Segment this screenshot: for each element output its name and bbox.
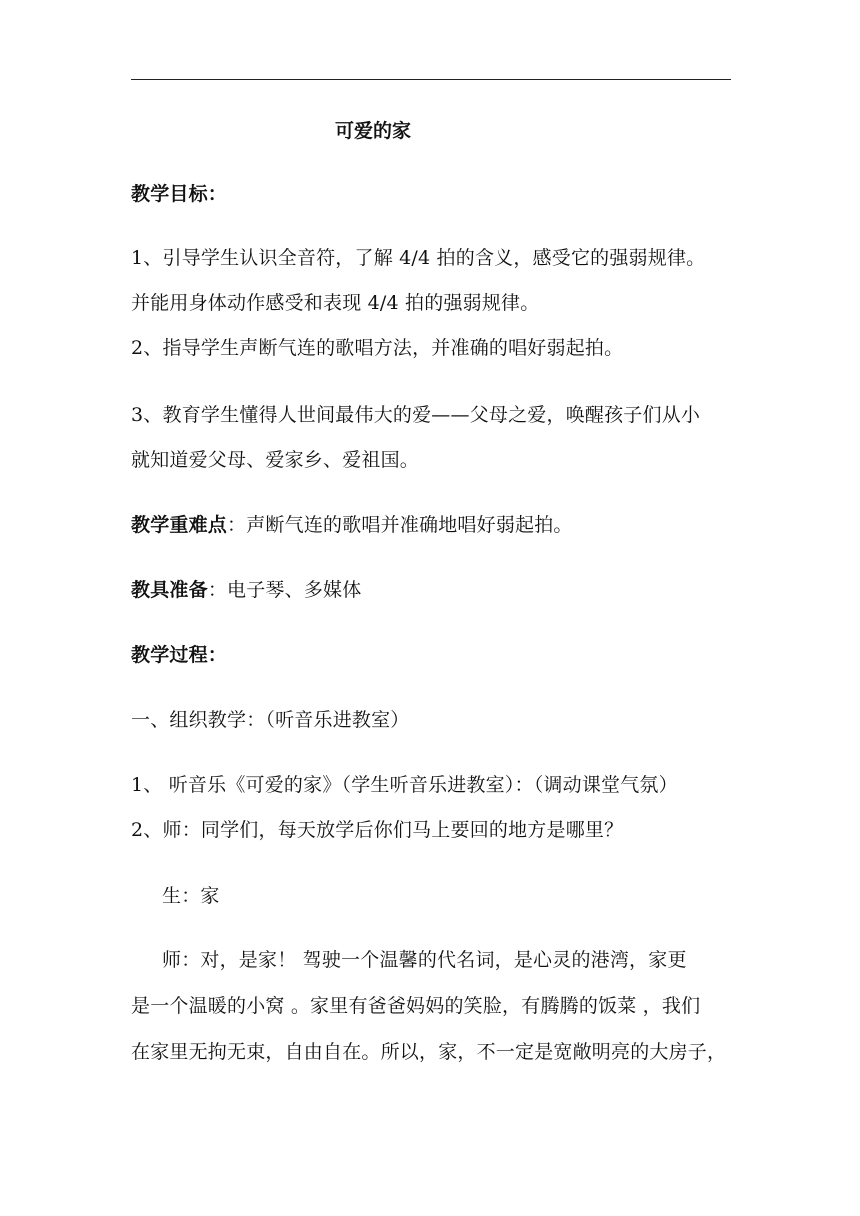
document-title: 可爱的家 [335,120,412,142]
objective-2: 2、指导学生声断气连的歌唱方法，并准确的唱好弱起拍。 [131,337,624,359]
student-reply: 生：家 [162,885,220,907]
objective-3-line-2: 就知道爱父母、爱家乡、爱祖国。 [131,449,420,471]
teaching-tools [131,578,731,602]
teaching-tools-label: 教具准备 [131,579,208,601]
teacher-line-2: 是一个温暖的小窝 。家里有爸爸妈妈的笑脸，有腾腾的饭菜 ，我们 [131,995,701,1017]
key-points [131,513,731,537]
process-section-1: 一、组织教学：（听音乐进教室） [131,709,410,731]
key-points-text: ：声断气连的歌唱并准确地唱好弱起拍。 [227,514,573,536]
teaching-tools-text: ：电子琴、多媒体 [207,579,362,601]
teacher-line-3: 在家里无拘无束，自由自在。所以，家，不一定是宽敞明亮的大房子， [131,1041,727,1063]
objective-1-line-1: 1、引导学生认识全音符，了解 4/4 拍的含义，感受它的强弱规律。 [131,247,706,269]
objectives-heading: 教学目标： [131,183,228,205]
key-points-label: 教学重难点 [131,514,228,536]
process-heading: 教学过程： [131,644,228,666]
process-step-1: 1、 听音乐《可爱的家》（学生听音乐进教室）：（调动课堂气氛） [131,774,678,796]
process-step-2: 2、师：同学们，每天放学后你们马上要回的地方是哪里？ [131,819,624,841]
objective-1-line-2: 并能用身体动作感受和表现 4/4 拍的强弱规律。 [131,292,540,314]
header-rule [131,79,731,80]
objective-3-line-1: 3、教育学生懂得人世间最伟大的爱——父母之爱，唤醒孩子们从小 [131,404,701,426]
teacher-line-1: 师：对，是家！ 驾驶一个温馨的代名词，是心灵的港湾，家更 [162,949,687,971]
